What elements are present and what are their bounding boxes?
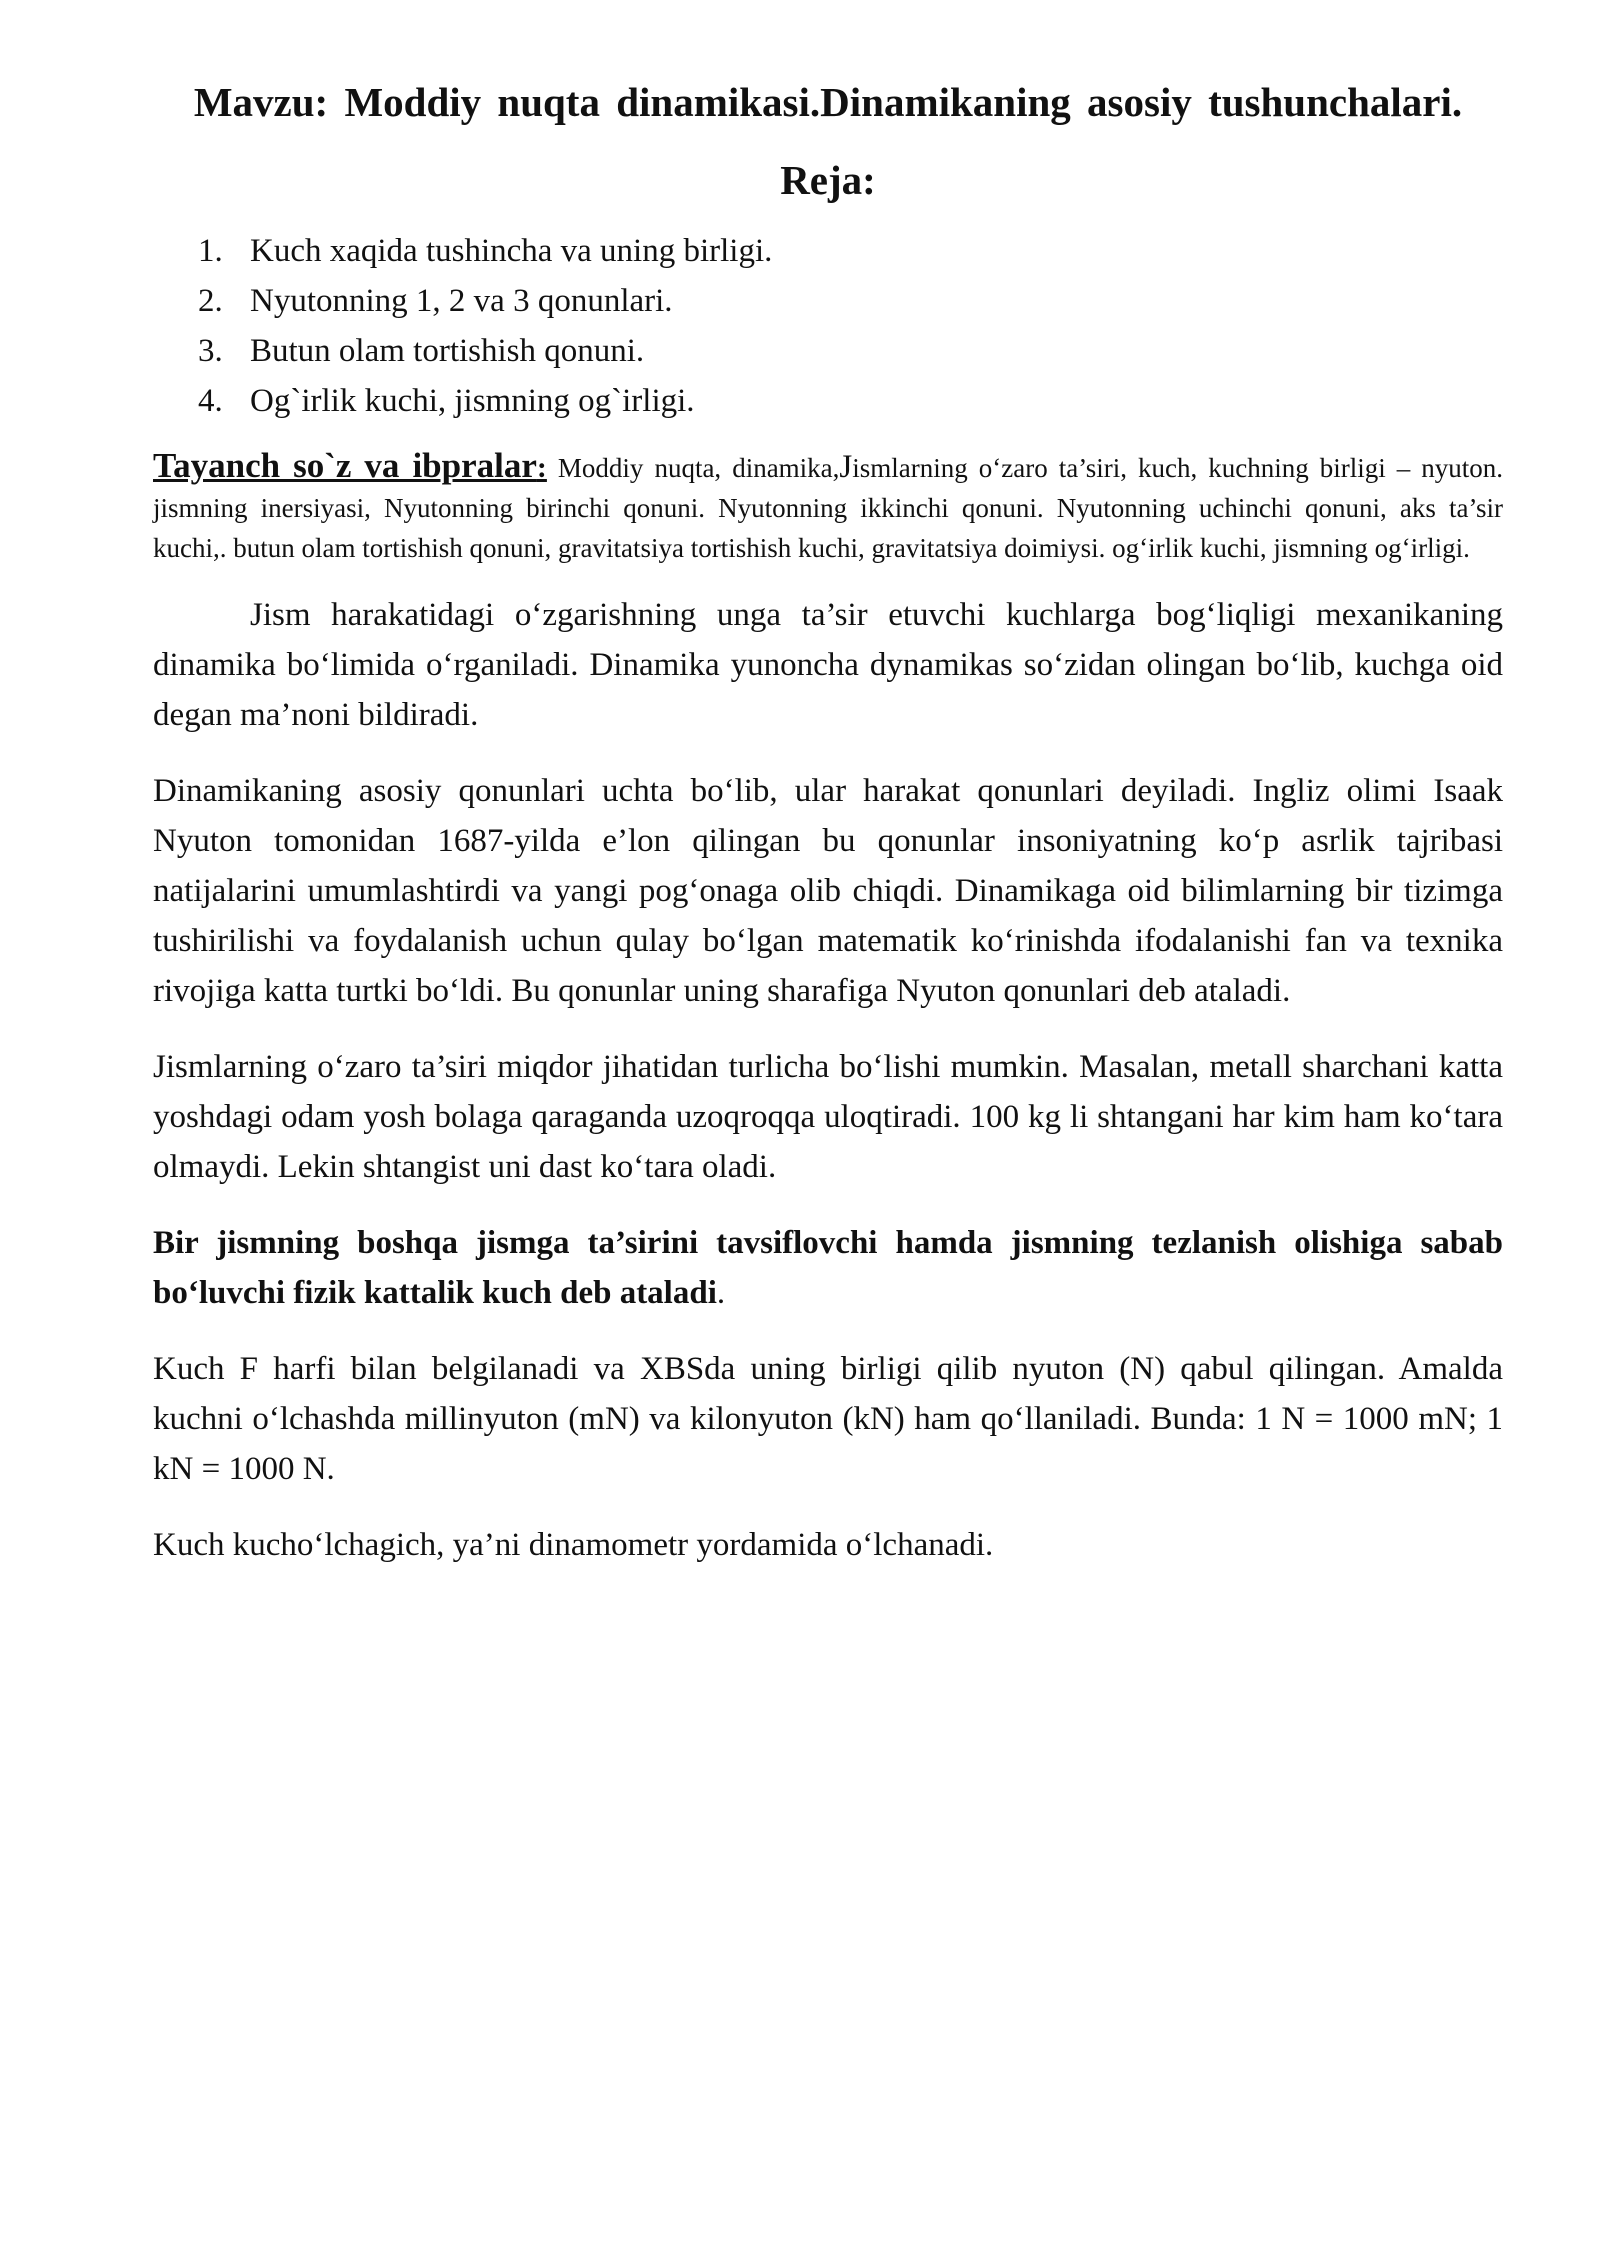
plan-heading: Reja:	[780, 157, 876, 203]
plan-item-number: 2.	[198, 283, 223, 319]
plan-item-text: Butun olam tortishish qonuni.	[250, 333, 645, 369]
keywords-text: ismlarning o‘zaro ta’siri, kuch, kuchning birligi – nyuton. jismning inersiyasi, Nyutonning birinchi qonuni. Nyutonning ikkinchi qonuni. Nyutonning uchinchi qonuni, aks ta’sir kuchi,. butun olam tortishish qonuni, gravitatsiya tortishish kuchi, gravitatsiya doimiysi. og‘irlik kuchi, jismning og‘irligi.	[153, 453, 1504, 563]
keywords-lead: Moddiy nuqta, dinamika,	[546, 453, 840, 483]
plan-item	[198, 226, 1503, 276]
plan-item-text: Nyutonning 1, 2 va 3 qonunlari.	[250, 283, 673, 319]
plan-item	[198, 276, 1503, 326]
keywords-block	[153, 446, 1503, 568]
plan-item	[198, 376, 1503, 426]
plan-item	[198, 326, 1503, 376]
page-title: Mavzu: Moddiy nuqta dinamikasi.Dinamikaning asosiy tushunchalari.	[193, 79, 1463, 125]
definition-period: .	[716, 1275, 726, 1311]
paragraph-units: Kuch F harfi bilan belgilanadi va XBSda uning birligi qilib nyuton (N) qabul qilingan. Amalda kuchni o‘lchashda millinyuton (mN) va kilonyuton (kN) ham qo‘llaniladi. Bunda: 1 N = 1000 mN; 1 kN = 1000 N.	[153, 1351, 1503, 1487]
paragraph-intro: Jism harakatidagi o‘zgarishning unga ta’sir etuvchi kuchlarga bog‘liqligi mexanikaning dinamika bo‘limida o‘rganiladi. Dinamika yunoncha dynamikas so‘zidan olingan bo‘lib, kuchga oid degan ma’noni bildiradi.	[153, 597, 1503, 733]
paragraph-dynamometer: Kuch kucho‘lchagich, ya’ni dinamometr yordamida o‘lchanadi.	[153, 1527, 994, 1563]
force-definition: Bir jismning boshqa jismga ta’sirini tavsiflovchi hamda jismning tezlanish olishiga sabab bo‘luvchi fizik kattalik kuch deb ataladi	[153, 1225, 1503, 1311]
keywords-colon: :	[536, 451, 547, 484]
paragraph-laws: Dinamikaning asosiy qonunlari uchta bo‘lib, ular harakat qonunlari deyiladi. Ingliz olimi Isaak Nyuton tomonidan 1687-yilda e’lon qilingan bu qonunlar insoniyatning ko‘p asrlik tajribasi natijalarini umumlashtirdi va yangi pog‘onaga olib chiqdi. Dinamikaga oid bilimlarning bir tizimga tushirilishi va foydalanish uchun qulay bo‘lgan matematik ko‘rinishda ifodalanishi fan va texnika rivojiga katta turtki bo‘ldi. Bu qonunlar uning sharafiga Nyuton qonunlari deb ataladi.	[153, 773, 1503, 1009]
plan-item-number: 3.	[198, 333, 223, 369]
keywords-initial: J	[839, 449, 853, 485]
plan-item-text: Og`irlik kuchi, jismning og`irligi.	[250, 383, 695, 419]
plan-item-text: Kuch xaqida tushincha va uning birligi.	[250, 233, 773, 269]
plan-item-number: 1.	[198, 233, 223, 269]
document-page	[153, 70, 1503, 1596]
paragraph-definition	[153, 1218, 1503, 1318]
keywords-label: Tayanch so`z va ibpralar	[153, 446, 537, 485]
paragraph-interaction: Jismlarning o‘zaro ta’siri miqdor jihatidan turlicha bo‘lishi mumkin. Masalan, metall sharchani katta yoshdagi odam yosh bolaga qaraganda uzoqroqqa uloqtiradi. 100 kg li shtangani har kim ham ko‘tara olmaydi. Lekin shtangist uni dast ko‘tara oladi.	[153, 1049, 1503, 1185]
plan-list	[153, 226, 1503, 426]
plan-item-number: 4.	[198, 383, 223, 419]
